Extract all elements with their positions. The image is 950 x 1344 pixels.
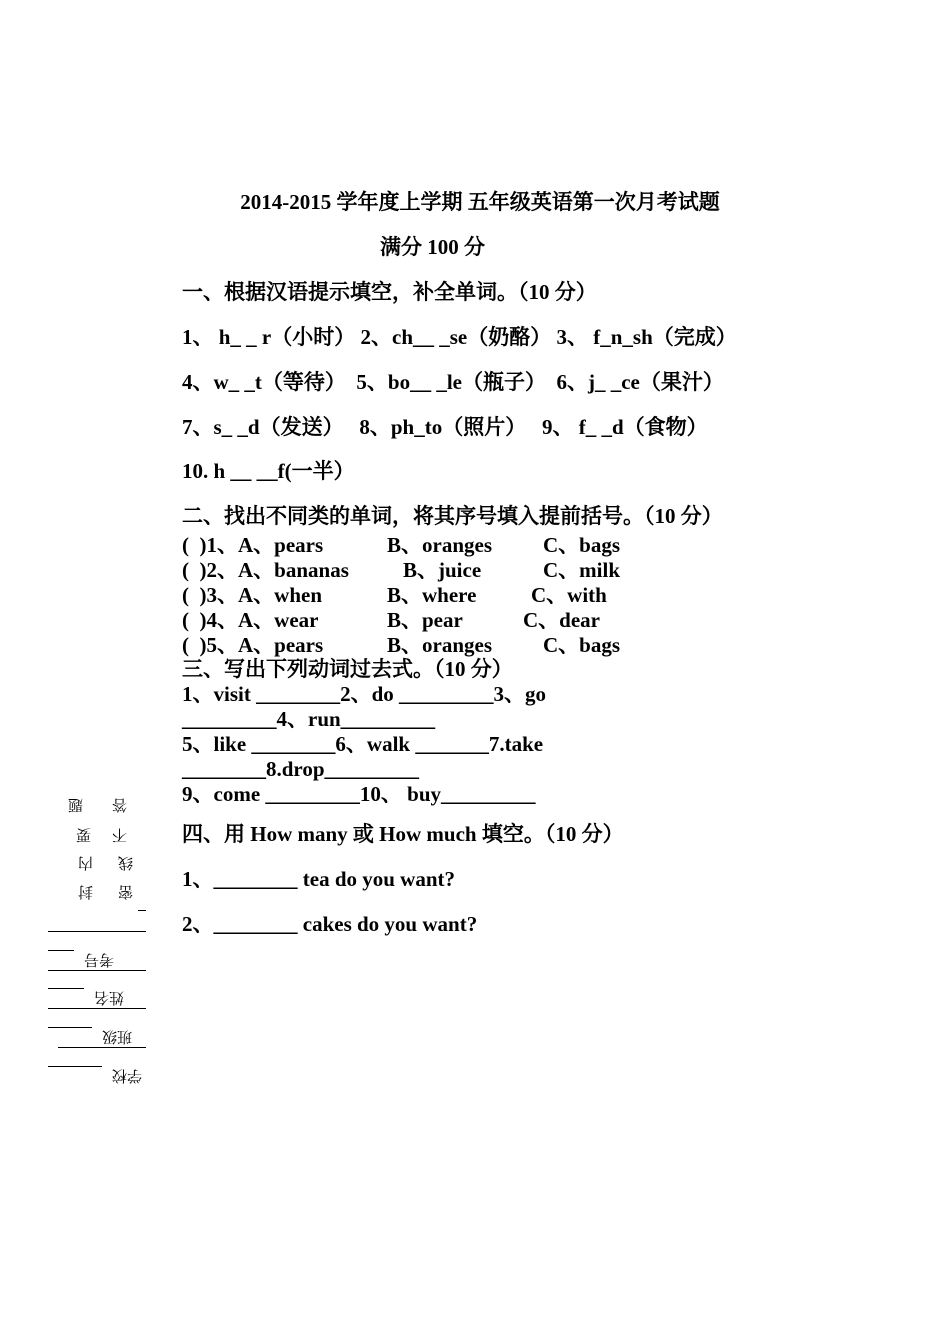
section4-line-1: 1、________ tea do you want? — [182, 867, 456, 891]
section1-line-1: 1、 h_ _ r（小时） 2、ch__ _se（奶酪） 3、 f_n_sh（完成） — [182, 325, 737, 349]
class-field[interactable] — [58, 1047, 146, 1048]
binding-warning-char: 要 — [76, 826, 92, 844]
section2-row-4-c: C、dear — [523, 608, 600, 632]
section2-row-3-b: B、where — [387, 583, 477, 607]
section2-row-2-a: ( )2、A、bananas — [182, 558, 349, 582]
section2-row-2-c: C、milk — [543, 558, 621, 582]
section3-line-4: ________8.drop_________ — [182, 757, 420, 781]
section3-heading: 三、写出下列动词过去式。（10 分） — [182, 657, 513, 681]
binding-rule — [48, 931, 146, 932]
section1-line-4: 10. h __ __f(一半） — [182, 459, 355, 483]
school-label: 学校 — [112, 1067, 143, 1085]
name-field[interactable] — [48, 1008, 146, 1009]
binding-strip — [40, 790, 155, 1090]
binding-warning-char: 不 — [112, 826, 128, 844]
section3-line-3: 5、like ________6、walk _______7.take — [182, 732, 544, 756]
section2-row-3-a: ( )3、A、when — [182, 583, 322, 607]
section4-heading: 四、用 How many 或 How much 填空。（10 分） — [182, 822, 624, 846]
section1-line-3: 7、s_ _d（发送） 8、ph_to（照片） 9、 f_ _d（食物） — [182, 415, 708, 439]
binding-warning-char: 答 — [112, 796, 128, 814]
exam-number-label: 考号 — [84, 951, 115, 969]
section2-row-3-c: C、with — [531, 583, 607, 607]
class-label: 班级 — [102, 1028, 133, 1046]
section2-row-1-b: B、oranges — [387, 533, 492, 557]
binding-rule — [48, 950, 74, 951]
section2-heading: 二、找出不同类的单词，将其序号填入提前括号。（10 分） — [182, 504, 723, 528]
binding-rule — [138, 910, 146, 911]
binding-warning-char: 密 — [118, 883, 134, 901]
binding-warning-char: 线 — [118, 854, 134, 872]
section2-row-5-a: ( )5、A、pears — [182, 633, 324, 657]
exam-number-field[interactable] — [48, 970, 146, 971]
school-field[interactable] — [48, 1066, 102, 1067]
name-label: 姓名 — [94, 989, 125, 1007]
binding-warning-char: 封 — [78, 883, 94, 901]
section1-heading: 一、根据汉语提示填空，补全单词。（10 分） — [182, 280, 597, 304]
section2-row-5-b: B、oranges — [387, 633, 492, 657]
section2-row-5-c: C、bags — [543, 633, 621, 657]
binding-rule — [48, 1027, 92, 1028]
section3-line-1: 1、visit ________2、do _________3、go — [182, 682, 547, 706]
section2-row-4-b: B、pear — [387, 608, 463, 632]
section2-row-4-a: ( )4、A、wear — [182, 608, 319, 632]
binding-warning-char: 内 — [78, 854, 94, 872]
section3-line-2: _________4、run_________ — [182, 707, 436, 731]
section2-row-2-b: B、juice — [403, 558, 482, 582]
section4-line-2: 2、________ cakes do you want? — [182, 912, 478, 936]
section3-line-5: 9、come _________10、 buy_________ — [182, 782, 536, 806]
full-score: 满分 100 分 — [380, 235, 485, 259]
section2-row-1-c: C、bags — [543, 533, 621, 557]
binding-rule — [48, 988, 84, 989]
section2-row-1-a: ( )1、A、pears — [182, 533, 324, 557]
binding-warning-char: 题 — [68, 796, 84, 814]
exam-title: 2014-2015 学年度上学期 五年级英语第一次月考试题 — [240, 190, 720, 214]
section1-line-2: 4、w_ _t（等待） 5、bo__ _le（瓶子） 6、j_ _ce（果汁） — [182, 370, 724, 394]
